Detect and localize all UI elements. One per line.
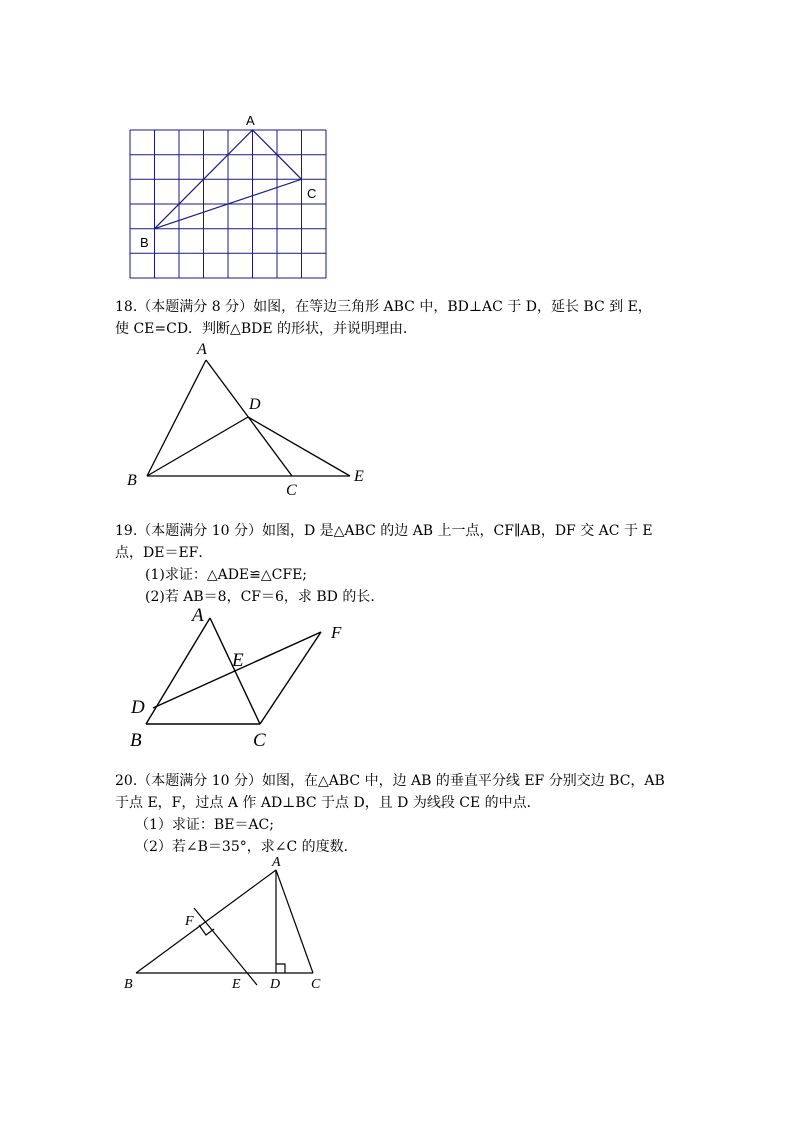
label-a: A xyxy=(197,341,207,358)
label-c: C xyxy=(307,186,317,201)
q20-figure xyxy=(115,848,355,996)
grid-figure xyxy=(100,100,350,285)
segment-ac xyxy=(276,870,313,973)
label-d: D xyxy=(249,396,261,413)
q18-line2: 使 CE=CD．判断△BDE 的形状，并说明理由． xyxy=(115,321,417,337)
label-e: E xyxy=(354,468,364,485)
segment-ab xyxy=(136,870,276,973)
q20-line4: （2）若∠B＝35°，求∠C 的度数． xyxy=(135,839,358,855)
label-a: A xyxy=(246,113,255,128)
label-b: B xyxy=(124,977,133,992)
label-f: F xyxy=(331,623,342,642)
q20-line3: （1）求证：BE＝AC; xyxy=(135,817,274,833)
q18-line1: 18.（本题满分 8 分）如图，在等边三角形 ABC 中，BD⊥AC 于 D，延长 BC 到 E， xyxy=(115,299,652,315)
segment-ab xyxy=(146,618,210,724)
label-e: E xyxy=(232,977,241,992)
right-angle-mark-f xyxy=(199,925,214,935)
label-d: D xyxy=(131,697,145,718)
q20-line1: 20.（本题满分 10 分）如图，在△ABC 中，边 AB 的垂直平分线 EF 分别交边 BC，AB xyxy=(115,773,665,789)
label-b: B xyxy=(127,472,137,489)
label-d: D xyxy=(270,977,281,992)
label-a: A xyxy=(272,855,281,870)
label-f: F xyxy=(185,914,194,929)
label-a: A xyxy=(192,605,204,626)
label-c: C xyxy=(253,730,266,751)
right-angle-mark-d xyxy=(276,964,285,973)
label-e: E xyxy=(232,650,244,671)
q19-line1: 19.（本题满分 10 分）如图，D 是△ABC 的边 AB 上一点，CF∥AB，DF 交 AC 于 E xyxy=(115,523,653,539)
label-b: B xyxy=(130,730,142,751)
q19-line3: (1)求证：△ADE≌△CFE; xyxy=(145,567,308,583)
segment-de xyxy=(248,417,350,476)
q19-figure xyxy=(125,600,365,755)
q18-figure xyxy=(120,338,380,500)
q19-line4: (2)若 AB＝8，CF＝6，求 BD 的长． xyxy=(145,589,385,605)
label-c: C xyxy=(311,977,321,992)
q20-line2: 于点 E，F，过点 A 作 AD⊥BC 于点 D，且 D 为线段 CE 的中点． xyxy=(115,795,541,811)
label-c: C xyxy=(286,482,297,499)
label-b: B xyxy=(140,235,149,250)
q19-line2: 点，DE＝EF． xyxy=(115,545,213,561)
